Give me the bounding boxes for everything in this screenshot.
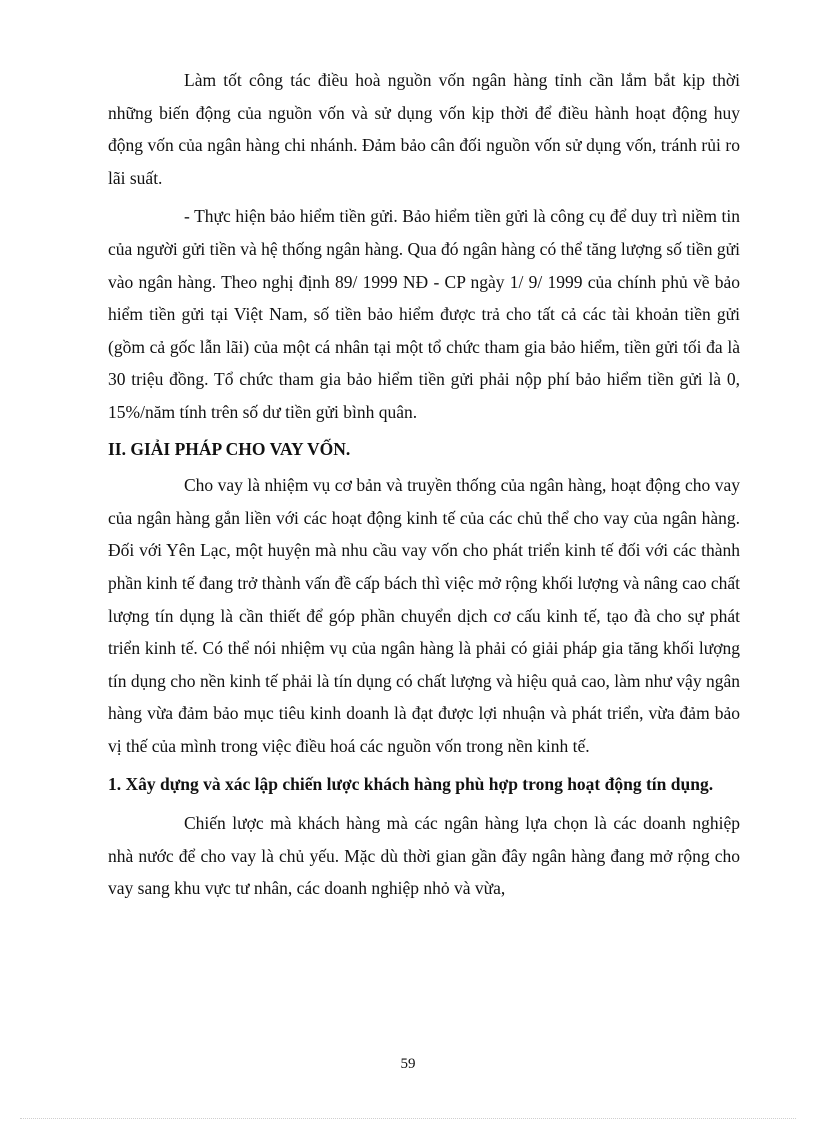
subsection-heading: 1. Xây dựng và xác lập chiến lược khách hàng phù hợp trong hoạt động tín dụng. [108,774,714,795]
document-body [108,64,740,905]
paragraph-customer-strategy: Chiến lược mà khách hàng mà các ngân hàng lựa chọn là các doanh nghiệp nhà nước để cho vay là chủ yếu. Mặc dù thời gian gần đây ngân hàng đang mở rộng cho vay sang khu vực tư nhân, các doanh nghiệp nhỏ và vừa, [108,813,740,899]
paragraph-lending-solutions: Cho vay là nhiệm vụ cơ bản và truyền thống của ngân hàng, hoạt động cho vay của ngân hàng gắn liền với các hoạt động kinh tế của các chủ thể cho vay của ngân hàng. Đối với Yên Lạc, một huyện mà nhu cầu vay vốn cho phát triển kinh tế đối với các thành phần kinh tế đang trở thành vấn đề cấp bách thì việc mở rộng khối lượng và nâng cao chất lượng tín dụng là cần thiết để góp phần chuyển dịch cơ cấu kinh tế, tạo đà cho sự phát triển kinh tế. Có thể nói nhiệm vụ của ngân hàng là phải có giải pháp gia tăng khối lượng tín dụng cho nền kinh tế phải là tín dụng có chất lượng và hiệu quả cao, làm như vậy ngân hàng vừa đảm bảo mục tiêu kinh doanh là đạt được lợi nhuận và phát triển, vừa đảm bảo vị thế của mình trong việc điều hoá các nguồn vốn trong nền kinh tế. [108,475,740,756]
page-bottom-divider [20,1118,796,1119]
paragraph-capital-regulation: Làm tốt công tác điều hoà nguồn vốn ngân hàng tỉnh cần lắm bắt kịp thời những biến động của nguồn vốn và sử dụng vốn kịp thời để điều hành hoạt động huy động vốn của ngân hàng chi nhánh. Đảm bảo cân đối nguồn vốn sử dụng vốn, tránh rủi ro lãi suất. [108,70,740,188]
section-heading: II. GIẢI PHÁP CHO VAY VỐN. [108,438,351,459]
paragraph-deposit-insurance: - Thực hiện bảo hiểm tiền gửi. Bảo hiểm tiền gửi là công cụ để duy trì niềm tin của người gửi tiền và hệ thống ngân hàng. Qua đó ngân hàng có thể tăng lượng số tiền gửi vào ngân hàng. Theo nghị định 89/ 1999 NĐ - CP ngày 1/ 9/ 1999 của chính phủ về bảo hiểm tiền gửi tại Việt Nam, số tiền bảo hiểm được trả cho tất cả các tài khoản tiền gửi (gồm cả gốc lẫn lãi) của một cá nhân tại một tổ chức tham gia bảo hiểm, tiền gửi tối đa là 30 triệu đồng. Tổ chức tham gia bảo hiểm tiền gửi phải nộp phí bảo hiểm tiền gửi là 0, 15%/năm tính trên số dư tiền gửi bình quân. [108,206,740,422]
page-number: 59 [400,1056,416,1072]
